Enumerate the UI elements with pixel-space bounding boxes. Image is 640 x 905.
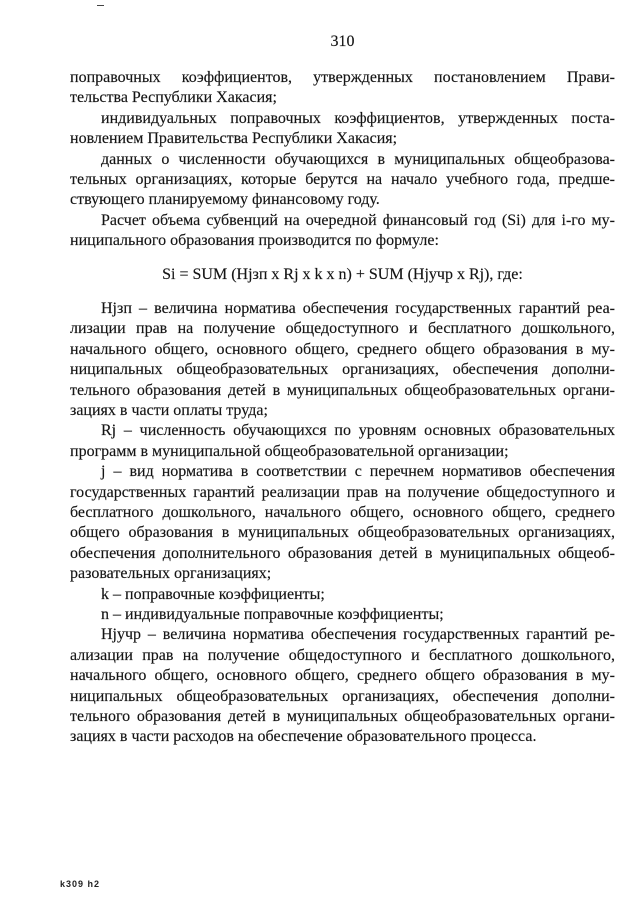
- scan-mark: [97, 5, 104, 6]
- paragraph: [70, 109, 615, 150]
- text-line: зациях в части расходов на обеспечение образовательного процесса.: [70, 728, 537, 746]
- text-line: k – поправочные коэффициенты;: [101, 585, 325, 603]
- footer-code: k309 h2: [60, 879, 101, 889]
- text-line: поправочных коэффициентов, утвержденных постановлением Прави-: [70, 69, 615, 86]
- text-line: общего образования в муниципальных общеобразовательных организациях,: [70, 524, 615, 542]
- text-line: Hjучр – величина норматива обеспечения государственных гарантий ре-: [101, 626, 615, 644]
- text-line: новлением Правительства Республики Хакасия;: [70, 130, 398, 148]
- text-line: ствующего планируемому финансовому году.: [70, 191, 380, 209]
- text-line: государственных гарантий реализации прав на получение общедоступного и: [70, 483, 615, 501]
- definition-paragraph: [70, 625, 615, 747]
- paragraph: [70, 211, 615, 252]
- text-line: индивидуальных поправочных коэффициентов, утвержденных поста-: [101, 109, 615, 127]
- definition-paragraph: [70, 585, 615, 605]
- text-line: ализации прав на получение общедоступного и бесплатного дошкольного,: [70, 646, 615, 664]
- text-line: Hjзп – величина норматива обеспечения государственных гарантий реа-: [101, 300, 615, 318]
- text-line: данных о численности обучающихся в муниципальных общеобразова-: [101, 150, 615, 168]
- definition-paragraph: [70, 421, 615, 462]
- text-line: Rj – численность обучающихся по уровням основных образовательных: [101, 422, 615, 440]
- text-line: начального общего, основного общего, среднего общего образования в му-: [70, 340, 615, 358]
- text-line: разовательных организациях;: [70, 565, 272, 583]
- page-number: 310: [330, 33, 355, 50]
- document-body: [70, 68, 615, 748]
- text-line: начального общего, основного общего, среднего общего образования в му-: [70, 667, 615, 685]
- text-line: тельного образования детей в муниципальных общеобразовательных органи-: [70, 381, 615, 399]
- text-line: n – индивидуальные поправочные коэффициенты;: [101, 605, 444, 623]
- text-line: ниципального образования производится по формуле:: [70, 232, 439, 250]
- text-line: зациях в части оплаты труда;: [70, 402, 268, 420]
- formula: Si = SUM (Hjзп x Rj x k x n) + SUM (Hjучр x Rj), где:: [162, 266, 523, 284]
- text-line: ниципальных общеобразовательных организациях, обеспечения дополни-: [70, 361, 615, 379]
- definition-paragraph: [70, 299, 615, 421]
- text-line: бесплатного дошкольного, начального общего, основного общего, среднего: [70, 504, 615, 521]
- text-line: j – вид норматива в соответствии с перечнем нормативов обеспечения: [101, 463, 615, 481]
- text-line: ниципальных общеобразовательных организациях, обеспечения дополни-: [70, 687, 615, 705]
- text-line: тельного образования детей в муниципальных общеобразовательных органи-: [70, 707, 615, 725]
- text-line: Расчет объема субвенций на очередной финансовый год (Si) для i-го му-: [101, 211, 615, 229]
- text-line: тельства Республики Хакасия;: [70, 89, 277, 107]
- text-line: лизации прав на получение общедоступного и бесплатного дошкольного,: [70, 320, 615, 338]
- text-line: программ в муниципальной общеобразовательной организации;: [70, 442, 509, 460]
- text-line: обеспечения дополнительного образования детей в муниципальных общеоб-: [70, 544, 615, 562]
- paragraph: [70, 68, 615, 109]
- paragraph: [70, 150, 615, 211]
- definition-paragraph: [70, 605, 615, 625]
- definition-paragraph: [70, 462, 615, 584]
- text-line: тельных организациях, которые берутся на начало учебного года, предше-: [70, 170, 615, 188]
